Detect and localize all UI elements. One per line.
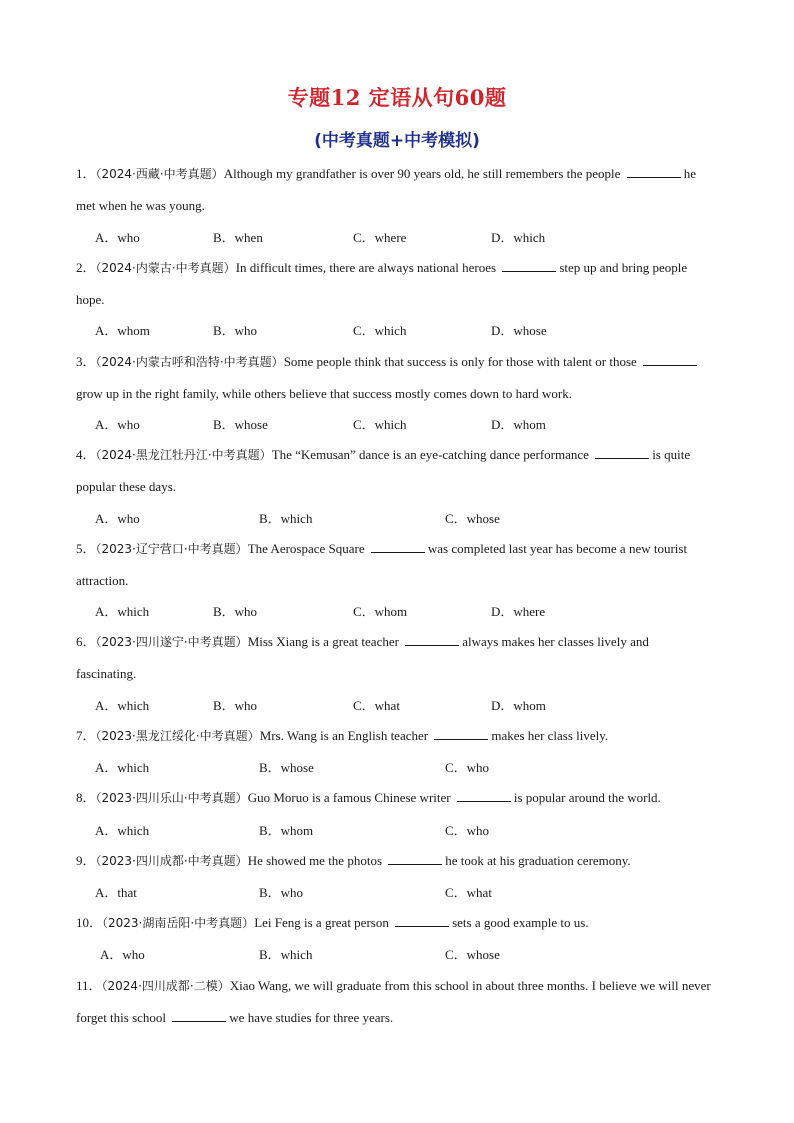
answer-blank [395, 914, 449, 927]
option-c[interactable]: C．which [353, 417, 407, 432]
question-4 [76, 439, 712, 502]
option-d[interactable]: D．which [491, 230, 546, 245]
option-b[interactable]: B．who [213, 698, 258, 713]
question-1 [76, 158, 712, 221]
option-b[interactable]: B．whose [213, 417, 268, 432]
option-c[interactable]: C．where [353, 230, 407, 245]
answer-blank [627, 165, 681, 178]
question-text: The “Kemusan” dance is an eye-catching dance performance [271, 447, 589, 462]
question-text-cont: is popular around the world. [513, 790, 661, 805]
question-source: （2024·四川成都·二模） [101, 979, 230, 993]
question-source: （2023·四川乐山·中考真题） [95, 791, 248, 805]
question-text: Although my grandfather is over 90 years old, he still remembers the people [223, 166, 621, 181]
question-number: 1． [76, 166, 96, 181]
option-a[interactable]: A．that [95, 885, 137, 900]
question-3 [76, 346, 712, 409]
question-6 [76, 626, 712, 689]
option-b[interactable]: B．who [213, 323, 258, 338]
question-text-cont: he took at his graduation ceremony. [445, 853, 631, 868]
answer-blank [434, 727, 488, 740]
question-source: （2024·黑龙江牡丹江·中考真题） [95, 448, 272, 462]
question-2 [76, 252, 712, 315]
option-a[interactable]: A．which [95, 823, 150, 838]
answer-blank [643, 353, 697, 366]
question-text: The Aerospace Square [247, 541, 365, 556]
question-5 [76, 533, 712, 596]
option-c[interactable]: C．whom [353, 604, 408, 619]
answer-blank [457, 789, 511, 802]
question-text: Lei Feng is a great person [254, 915, 389, 930]
option-c[interactable]: C．which [353, 323, 407, 338]
question-text: Xiao Wang, we will graduate from this school in about three months. I believe we will never forget this school [76, 978, 711, 1025]
question-text: Miss Xiang is a great teacher [247, 634, 399, 649]
option-b[interactable]: B．whose [259, 760, 314, 775]
question-number: 10． [76, 915, 103, 930]
option-a[interactable]: A．which [95, 604, 150, 619]
question-11 [76, 970, 712, 1033]
option-c[interactable]: C．what [445, 885, 492, 900]
question-8 [76, 782, 712, 814]
option-b[interactable]: B．who [259, 885, 304, 900]
question-10 [76, 907, 712, 939]
page-title: 专题12 定语从句60题 [287, 85, 507, 110]
question-number: 4． [76, 447, 96, 462]
option-d[interactable]: D．where [491, 604, 546, 619]
question-number: 6． [76, 634, 96, 649]
question-source: （2023·四川成都·中考真题） [95, 854, 248, 868]
question-source: （2023·四川遂宁·中考真题） [95, 635, 248, 649]
question-text-cont: makes her class lively. [491, 728, 609, 743]
option-b[interactable]: B．which [259, 511, 313, 526]
question-number: 11． [76, 978, 102, 993]
option-a[interactable]: A．who [95, 417, 140, 432]
question-text: Mrs. Wang is an English teacher [259, 728, 429, 743]
question-source: （2023·黑龙江绥化·中考真题） [95, 729, 260, 743]
question-text-cont: we have studies for three years. [229, 1010, 394, 1025]
question-source: （2024·内蒙古呼和浩特·中考真题） [95, 355, 284, 369]
question-text-cont: step up and bring people hope. [76, 260, 688, 307]
question-text-cont: always makes her classes lively and fascinating. [76, 634, 649, 681]
option-d[interactable]: D．whom [491, 417, 546, 432]
option-a[interactable]: A．who [95, 230, 140, 245]
option-a[interactable]: A．who [95, 511, 140, 526]
question-text-cont: sets a good example to us. [452, 915, 589, 930]
option-d[interactable]: D．whom [491, 698, 546, 713]
answer-blank [371, 540, 425, 553]
question-text-cont: was completed last year has become a new tourist attraction. [76, 541, 688, 588]
question-text-cont: he met when he was young. [76, 166, 696, 213]
option-c[interactable]: C．who [445, 823, 490, 838]
option-b[interactable]: B．who [213, 604, 258, 619]
answer-blank [502, 259, 556, 272]
question-text: He showed me the photos [247, 853, 382, 868]
option-c[interactable]: C．who [445, 760, 490, 775]
question-source: （2024·西藏·中考真题） [95, 167, 224, 181]
option-b[interactable]: B．which [259, 947, 313, 962]
question-number: 3． [76, 354, 96, 369]
question-text-cont: grow up in the right family, while others believe that success mostly comes down to hard work. [76, 386, 572, 401]
question-text: Guo Moruo is a famous Chinese writer [247, 790, 451, 805]
question-source: （2023·辽宁营口·中考真题） [95, 542, 248, 556]
answer-blank [405, 633, 459, 646]
option-a[interactable]: A．which [95, 698, 150, 713]
option-b[interactable]: B．whom [259, 823, 314, 838]
question-number: 7． [76, 728, 96, 743]
option-a[interactable]: A．whom [95, 323, 150, 338]
option-b[interactable]: B．when [213, 230, 263, 245]
answer-blank [595, 446, 649, 459]
option-c[interactable]: C．what [353, 698, 400, 713]
question-source: （2024·内蒙古·中考真题） [95, 261, 236, 275]
option-a[interactable]: A．who [100, 947, 145, 962]
page-subtitle: (中考真题+中考模拟) [314, 131, 480, 151]
question-number: 2． [76, 260, 96, 275]
question-number: 8． [76, 790, 96, 805]
question-text: In difficult times, there are always national heroes [235, 260, 497, 275]
question-source: （2023·湖南岳阳·中考真题） [102, 916, 255, 930]
question-9 [76, 845, 712, 877]
answer-blank [388, 852, 442, 865]
question-number: 9． [76, 853, 96, 868]
option-a[interactable]: A．which [95, 760, 150, 775]
option-c[interactable]: C．whose [445, 947, 500, 962]
option-d[interactable]: D．whose [491, 323, 547, 338]
question-text-cont: is quite popular these days. [76, 447, 691, 494]
question-7 [76, 720, 712, 752]
question-text: Some people think that success is only for those with talent or those [283, 354, 637, 369]
option-c[interactable]: C．whose [445, 511, 500, 526]
question-number: 5． [76, 541, 96, 556]
answer-blank [172, 1009, 226, 1022]
